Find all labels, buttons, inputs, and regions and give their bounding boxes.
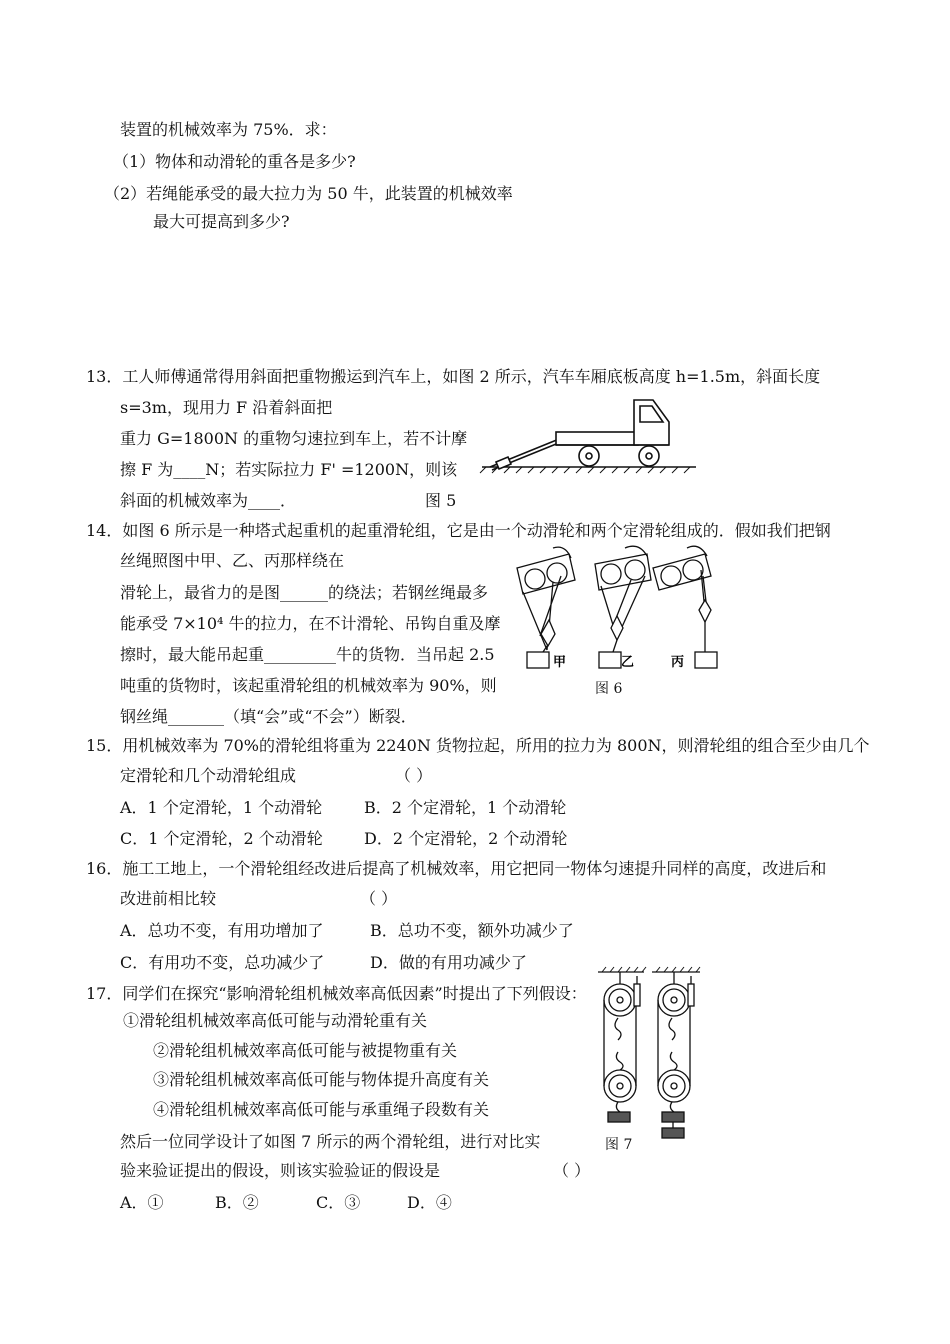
q15-option-d: D．2 个定滑轮，2 个动滑轮 <box>364 829 568 848</box>
q14-line2: 丝绳照图中甲、乙、丙那样绕在 <box>120 551 345 570</box>
truck-ramp-figure <box>478 394 700 476</box>
q17-option-d: D．④ <box>407 1193 452 1212</box>
pulley-systems-figure <box>596 966 708 1144</box>
q16-line1: 16．施工工地上，一个滑轮组经改进后提高了机械效率，用它把同一物体匀速提升同样的高度，改进后和 <box>86 859 827 878</box>
q15-option-c: C．1 个定滑轮，2 个动滑轮 <box>120 829 323 848</box>
q12-sub2b: 最大可提高到多少? <box>153 212 290 231</box>
q15-line1: 15．用机械效率为 70%的滑轮组将重为 2240N 货物拉起，所用的拉力为 800N，则滑轮组的组合至少由几个 <box>86 736 870 755</box>
q17-hypothesis-4: ④滑轮组机械效率高低可能与承重绳子段数有关 <box>153 1100 490 1119</box>
q13-figure-label: 图 5 <box>425 491 457 510</box>
q12-line1: 装置的机械效率为 75%．求： <box>120 120 337 139</box>
q15-option-b: B．2 个定滑轮，1 个动滑轮 <box>364 798 567 817</box>
fig6-label-yi: 乙 <box>621 655 635 670</box>
q17-figure-label: 图 7 <box>605 1137 633 1153</box>
q16-option-b: B．总功不变，额外功减少了 <box>370 921 574 940</box>
q17-hypothesis-2: ②滑轮组机械效率高低可能与被提物重有关 <box>153 1041 458 1060</box>
q17-line6: 然后一位同学设计了如图 7 所示的两个滑轮组，进行对比实 <box>120 1132 541 1151</box>
q16-option-d: D．做的有用功减少了 <box>370 953 527 972</box>
q14-line4: 能承受 7×10⁴ 牛的拉力，在不计滑轮、吊钩自重及摩 <box>120 614 501 633</box>
q15-line2: 定滑轮和几个动滑轮组成 <box>120 766 297 785</box>
q17-hypothesis-1: ①滑轮组机械效率高低可能与动滑轮重有关 <box>123 1011 428 1030</box>
q14-figure-label: 图 6 <box>595 681 623 697</box>
q13-line1: 13．工人师傅通常得用斜面把重物搬运到汽车上，如图 2 所示，汽车车厢底板高度 h=1.5m，斜面长度 <box>86 367 821 386</box>
q14-line5: 擦时，最大能吊起重_________牛的货物．当吊起 2.5 <box>120 645 495 664</box>
q14-line7: 钢丝绳_______（填“会”或“不会”）断裂． <box>120 707 417 726</box>
q16-option-a: A．总功不变，有用功增加了 <box>120 921 324 940</box>
q17-option-a: A．① <box>120 1193 164 1212</box>
q14-line1: 14．如图 6 所示是一种塔式起重机的起重滑轮组，它是由一个动滑轮和两个定滑轮组成的．假如我们把钢 <box>86 521 831 540</box>
q14-line6: 吨重的货物时，该起重滑轮组的机械效率为 90%，则 <box>120 676 497 695</box>
crane-pulley-figure <box>513 546 723 676</box>
fig6-label-bing: 丙 <box>671 655 685 670</box>
q14-line3: 滑轮上，最省力的是图______的绕法；若钢丝绳最多 <box>120 583 489 602</box>
fig6-label-jia: 甲 <box>553 655 567 670</box>
q12-sub2: （2）若绳能承受的最大拉力为 50 牛，此装置的机械效率 <box>104 184 513 203</box>
q17-hypothesis-3: ③滑轮组机械效率高低可能与物体提升高度有关 <box>153 1070 490 1089</box>
q16-option-c: C．有用功不变，总功减少了 <box>120 953 325 972</box>
q17-line1: 17．同学们在探究“影响滑轮组机械效率高低因素”时提出了下列假设： <box>86 984 587 1003</box>
q13-line3: 重力 G=1800N 的重物匀速拉到车上，若不计摩 <box>120 429 468 448</box>
q16-line2: 改进前相比较 <box>120 889 217 908</box>
q16-bracket: （ ） <box>360 889 398 908</box>
q17-option-b: B．② <box>215 1193 259 1212</box>
q13-line4: 擦 F 为____N；若实际拉力 F' =1200N，则该 <box>120 460 458 479</box>
q12-sub1: （1）物体和动滑轮的重各是多少? <box>113 152 356 171</box>
q17-bracket: （ ） <box>553 1161 591 1180</box>
q15-bracket: （ ） <box>395 766 433 785</box>
q17-option-c: C．③ <box>316 1193 361 1212</box>
q13-line2: s=3m，现用力 F 沿着斜面把 <box>120 398 333 417</box>
q15-option-a: A．1 个定滑轮，1 个动滑轮 <box>120 798 323 817</box>
q17-line7: 验来验证提出的假设，则该实验验证的假设是 <box>120 1161 441 1180</box>
q13-line5: 斜面的机械效率为____． <box>120 491 297 510</box>
